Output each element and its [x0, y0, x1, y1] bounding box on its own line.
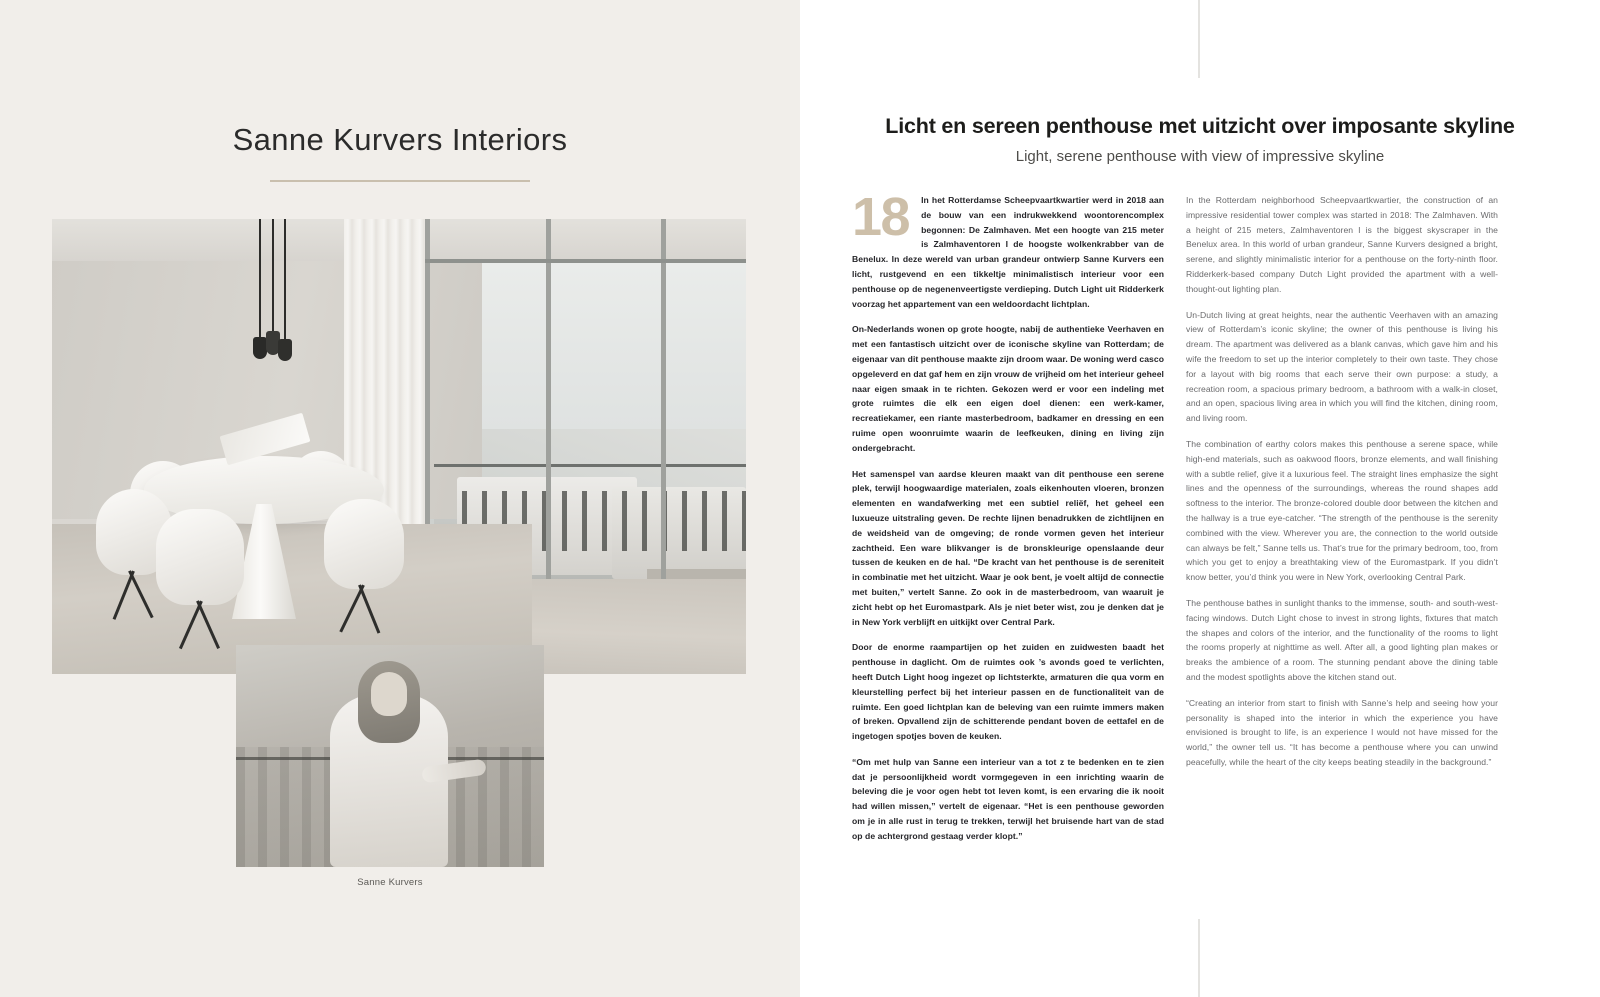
article-subhead: Light, serene penthouse with view of impressive skyline	[1015, 148, 1385, 165]
pendant-cord-2	[272, 219, 274, 337]
column-english	[1186, 193, 1498, 781]
column-guide-bottom	[1198, 919, 1200, 997]
column-guide-top	[1198, 0, 1200, 78]
paragraph-en-3: The combination of earthy colors makes this penthouse a serene space, while high-end materials, such as oakwood floors, bronze elements, and wall finishing with a subtle relief, give it a luxurious feel. The straight lines emphasize the sight lines and the openness of the surroundings, whereas the round shapes add softness to the interior. The bronze-colored double door between the kitchen and the hallway is a true eye-catcher. “The strength of the penthouse is the serenity combined with the view. Wherever you are, the connection to the world outside can always be felt,” Sanne tells us. That’s true for the primary bedroom, too, from which you get to enjoy a breathtaking view of the Euromastpark. If you didn’t know better, you’d think you were in New York, overlooking Central Park.	[1186, 438, 1498, 583]
column-dutch	[852, 187, 1164, 855]
paragraph-en-2: Un-Dutch living at great heights, near the authentic Veerhaven with an amazing view of Rotterdam’s iconic skyline; the owner of this penthouse is living his dream. The apartment was delivered as a blank canvas, which gave him and his wife the freedom to set up the interior completely to their own taste. They chose for a layout with big rooms that each serve their own purpose: a study, a recreation room, a spacious primary bedroom, a bathroom with a walk-in closet, and an open, spacious living area in which you will find the kitchen, dining room, and living room.	[1186, 309, 1498, 424]
paragraph-nl-1-text: In het Rotterdamse Scheepvaartkwartier werd in 2018 aan de bouw van een indrukwekkend woontorencomplex begonnen: De Zalmhaven. Met een hoogte van 215 meter is Zalmhaventoren I de hoogste wolkenkrabber van de Benelux. In deze wereld van urban grandeur ontwierp Sanne Kurvers een licht, rustgevend en een tikkeltje minimalistisch interieur voor een penthouse op de negenenveertigste verdieping. Dutch Light uit Ridderkerk voorzag het appartement van een weldoordacht lichtplan.	[852, 195, 1164, 309]
dining-chair-front-right	[324, 499, 404, 589]
paragraph-en-5: “Creating an interior from start to finish with Sanne’s help and seeing how your personality is shaped into the interior in which the experience you have envisioned is brought to life, is an experience I would not have missed for the world,” the owner tell us. “It has become a penthouse where you can unwind peacefully, while the heart of the city keeps beating steadily in the background.”	[1186, 697, 1498, 767]
pendant-cord-1	[259, 219, 261, 349]
article-headline: Licht en sereen penthouse met uitzicht over imposante skyline	[885, 114, 1515, 138]
page-title: Sanne Kurvers Interiors	[232, 122, 568, 157]
dining-chair-front-center	[156, 509, 244, 605]
paragraph-nl-3: Het samenspel van aardse kleuren maakt van dit penthouse een serene plek, terwijl hoogwaardige materialen, zoals eikenhouten vloeren, bronzen elementen en wandafwerking met een subtiel reliëf, het geheel een luxueuze uitstraling geven. De rechte lijnen benadrukken de zichtlijnen en de weidsheid van de omgeving; de ronde vormen geven het interieur zachtheid. Een ware blikvanger is de bronskleurige openslaande deur tussen de keuken en de hal. “De kracht van het penthouse is de sereniteit in combinatie met het uitzicht. Waar je ook bent, je voelt altijd de connectie met buiten,” vertelt Sanne. Zo ook in de masterbedroom, van waaruit je zicht hebt op het Euromastpark. Als je niet beter wist, zou je denken dat je in New York verblijft en uitkijkt over Central Park.	[852, 468, 1164, 627]
window-frame-top	[425, 259, 746, 263]
title-underline-rule	[270, 180, 530, 182]
paragraph-en-1: In the Rotterdam neighborhood Scheepvaartkwartier, the construction of an impressive residential tower complex was started in 2018: The Zalmhaven. With a height of 215 meters, Zalmhaventoren I is the biggest skyscraper in the Benelux area. In this world of urban grandeur, Sanne Kurvers designed a bright, serene, and slightly minimalistic interior for a penthouse on the forty-ninth floor. Ridderkerk-based company Dutch Light provided the apartment with a well-thought-out lighting plan.	[1186, 195, 1498, 294]
pendant-shade-1	[253, 337, 267, 359]
balcony-rail	[434, 464, 746, 467]
portrait-face	[371, 672, 407, 716]
paragraph-nl-2: On-Nederlands wonen op grote hoogte, nabij de authentieke Veerhaven en met een fantastisch uitzicht over de iconische skyline van Rotterdam; de eigenaar van dit penthouse maakte zijn droom waar. De woning werd casco opgeleverd en dat gaf hem en zijn vrouw de vrijheid om het interieur geheel naar eigen smaak in te richten. Gekozen werd er voor een indeling met grote ruimtes die elk een eigen doel dienen: een werk-kamer, recreatiekamer, een riante masterbedroom, badkamer en dressing en een ruime open woonruimte waarin de leefkeuken, dining en living zijn ondergebracht.	[852, 324, 1164, 453]
interior-photo	[52, 219, 746, 674]
photo-caption: Sanne Kurvers	[357, 877, 423, 888]
right-page	[800, 0, 1600, 997]
paragraph-nl-4: Door de enorme raampartijen op het zuiden en zuidwesten baadt het penthouse in daglicht. Om de ruimtes ook ’s avonds goed te verlichten, heeft Dutch Light hoog ingezet op lichtsterkte, armaturen die qua vorm en kleurstelling perfect bij het interieur passen en de functionaliteit van de ruimte. Een goed lichtplan kan de beleving van een ruimte immers maken of breken. Opvallend zijn de schitterende pendant boven de eettafel en de ingetogen spotjes boven de keuken.	[852, 642, 1164, 742]
paragraph-en-4: The penthouse bathes in sunlight thanks to the immense, south- and south-west-facing windows. Dutch Light chose to invest in strong lights, fixtures that match the shapes and colors of the interior, and the functionality of the rooms to light the rooms properly at nighttime as well. After all, a good lighting plan makes or breaks the ambience of a room. The stunning pendant above the dining table and the modest spotlights above the kitchen stand out.	[1186, 597, 1498, 682]
paragraph-nl-5: “Om met hulp van Sanne een interieur van a tot z te bedenken en te zien dat je persoonlijkheid wordt vormgegeven in een inrichting waarin de beleving die je voor ogen hebt tot leven komt, is een ervaring die ik nooit had willen missen,” vertelt de eigenaar. “Het is een penthouse geworden om je in alle rust in terug te trekken, terwijl het bruisende hart van de stad op de achtergrond gestaag verder klopt.”	[852, 756, 1164, 841]
dropcap: 18	[852, 187, 910, 247]
pendant-shade-3	[278, 339, 292, 361]
paragraph-nl-1	[852, 187, 1164, 311]
pendant-cord-3	[284, 219, 286, 345]
portrait-photo	[236, 645, 544, 867]
